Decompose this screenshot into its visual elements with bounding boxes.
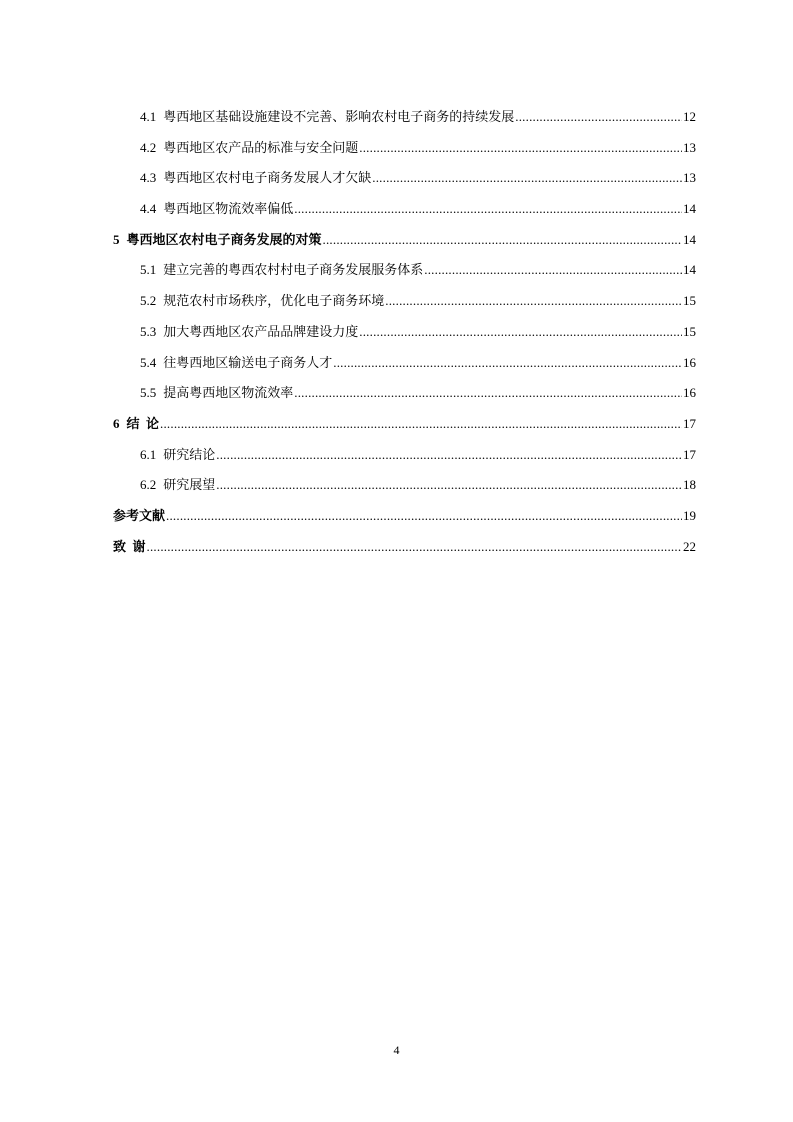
toc-entry-title: 往粤西地区输送电子商务人才 (163, 354, 333, 370)
toc-entry-title: 研究结论 (163, 446, 216, 462)
toc-entry-title: 粤西地区物流效率偏低 (163, 201, 294, 217)
toc-entry-page: 14 (683, 201, 696, 217)
toc-dot-leader (323, 225, 682, 256)
toc-entry-title: 粤西地区农村电子商务发展人才欠缺 (163, 170, 372, 186)
toc-entry-page: 13 (683, 139, 696, 155)
toc-entry-title: 粤西地区基础设施建设不完善、影响农村电子商务的持续发展 (163, 109, 515, 124)
toc-entry-page: 14 (683, 231, 696, 247)
toc-entry-number: 4.3 (140, 170, 157, 186)
toc-dot-leader (166, 501, 682, 532)
toc-dot-leader (216, 440, 682, 471)
toc-entry-title: 粤西地区农村电子商务发展的对策 (126, 231, 322, 247)
toc-dot-leader (294, 378, 682, 409)
toc-entry-page: 22 (683, 538, 696, 554)
toc-entry-number: 4.1 (140, 109, 157, 124)
toc-entry-acknowledgements[interactable] (113, 532, 696, 563)
toc-entry-5-2[interactable] (113, 286, 696, 317)
toc-entry-page: 15 (683, 293, 696, 309)
toc-entry-6-2[interactable] (113, 470, 696, 501)
toc-entry-4-1[interactable] (113, 102, 696, 133)
page-number: 4 (393, 1043, 400, 1057)
toc-dot-leader (333, 348, 682, 379)
toc-dot-leader (160, 409, 682, 440)
toc-entry-title: 粤西地区农产品的标准与安全问题 (163, 139, 359, 155)
toc-dot-leader (294, 194, 682, 225)
toc-entry-page: 17 (683, 446, 696, 462)
toc-entry-page: 17 (683, 415, 696, 431)
toc-entry-4-4[interactable] (113, 194, 696, 225)
toc-entry-5-4[interactable] (113, 348, 696, 379)
toc-entry-number: 6 (113, 415, 120, 431)
toc-dot-leader (359, 133, 682, 164)
toc-dot-leader (385, 286, 682, 317)
toc-entry-page: 16 (683, 354, 696, 370)
toc-dot-leader (147, 532, 682, 563)
toc-entry-title: 规范农村市场秩序，优化电子商务环境 (163, 293, 385, 309)
toc-dot-leader (216, 470, 682, 501)
toc-entry-4-3[interactable] (113, 163, 696, 194)
toc-entry-number: 5.1 (140, 262, 157, 278)
toc-entry-page: 15 (683, 323, 696, 339)
table-of-contents (113, 102, 696, 562)
toc-entry-number: 6.2 (140, 477, 157, 493)
toc-entry-number: 5.4 (140, 354, 157, 370)
toc-entry-6-1[interactable] (113, 440, 696, 471)
toc-dot-leader (372, 163, 682, 194)
toc-entry-title: 研究展望 (163, 477, 216, 493)
toc-entry-number: 5.3 (140, 323, 157, 339)
toc-entry-title: 致 谢 (113, 538, 146, 554)
toc-entry-number: 4.4 (140, 201, 157, 217)
toc-entry-number: 6.1 (140, 446, 157, 462)
toc-entry-title: 加大粤西地区农产品品牌建设力度 (163, 323, 359, 339)
toc-entry-number: 4.2 (140, 139, 157, 155)
toc-entry-5-3[interactable] (113, 317, 696, 348)
toc-entry-page: 13 (683, 170, 696, 186)
toc-entry-number: 5.5 (140, 385, 157, 401)
toc-dot-leader (359, 317, 682, 348)
toc-entry-references[interactable] (113, 501, 696, 532)
toc-entry-page: 12 (683, 109, 696, 124)
toc-entry-number: 5 (113, 231, 120, 247)
toc-entry-5-5[interactable] (113, 378, 696, 409)
toc-dot-leader (515, 102, 682, 133)
toc-entry-page: 19 (683, 507, 696, 523)
toc-entry-4-2[interactable] (113, 133, 696, 164)
toc-entry-title: 提高粤西地区物流效率 (163, 385, 294, 401)
toc-entry-number: 5.2 (140, 293, 157, 309)
toc-entry-6[interactable] (113, 409, 696, 440)
toc-entry-page: 18 (683, 477, 696, 493)
toc-dot-leader (424, 255, 682, 286)
toc-entry-5[interactable] (113, 225, 696, 256)
toc-entry-page: 16 (683, 385, 696, 401)
toc-entry-title: 建立完善的粤西农村村电子商务发展服务体系 (163, 262, 424, 278)
toc-entry-title: 结 论 (126, 415, 160, 431)
toc-entry-title: 参考文献 (113, 507, 166, 523)
toc-entry-5-1[interactable] (113, 255, 696, 286)
toc-entry-page: 14 (683, 262, 696, 278)
